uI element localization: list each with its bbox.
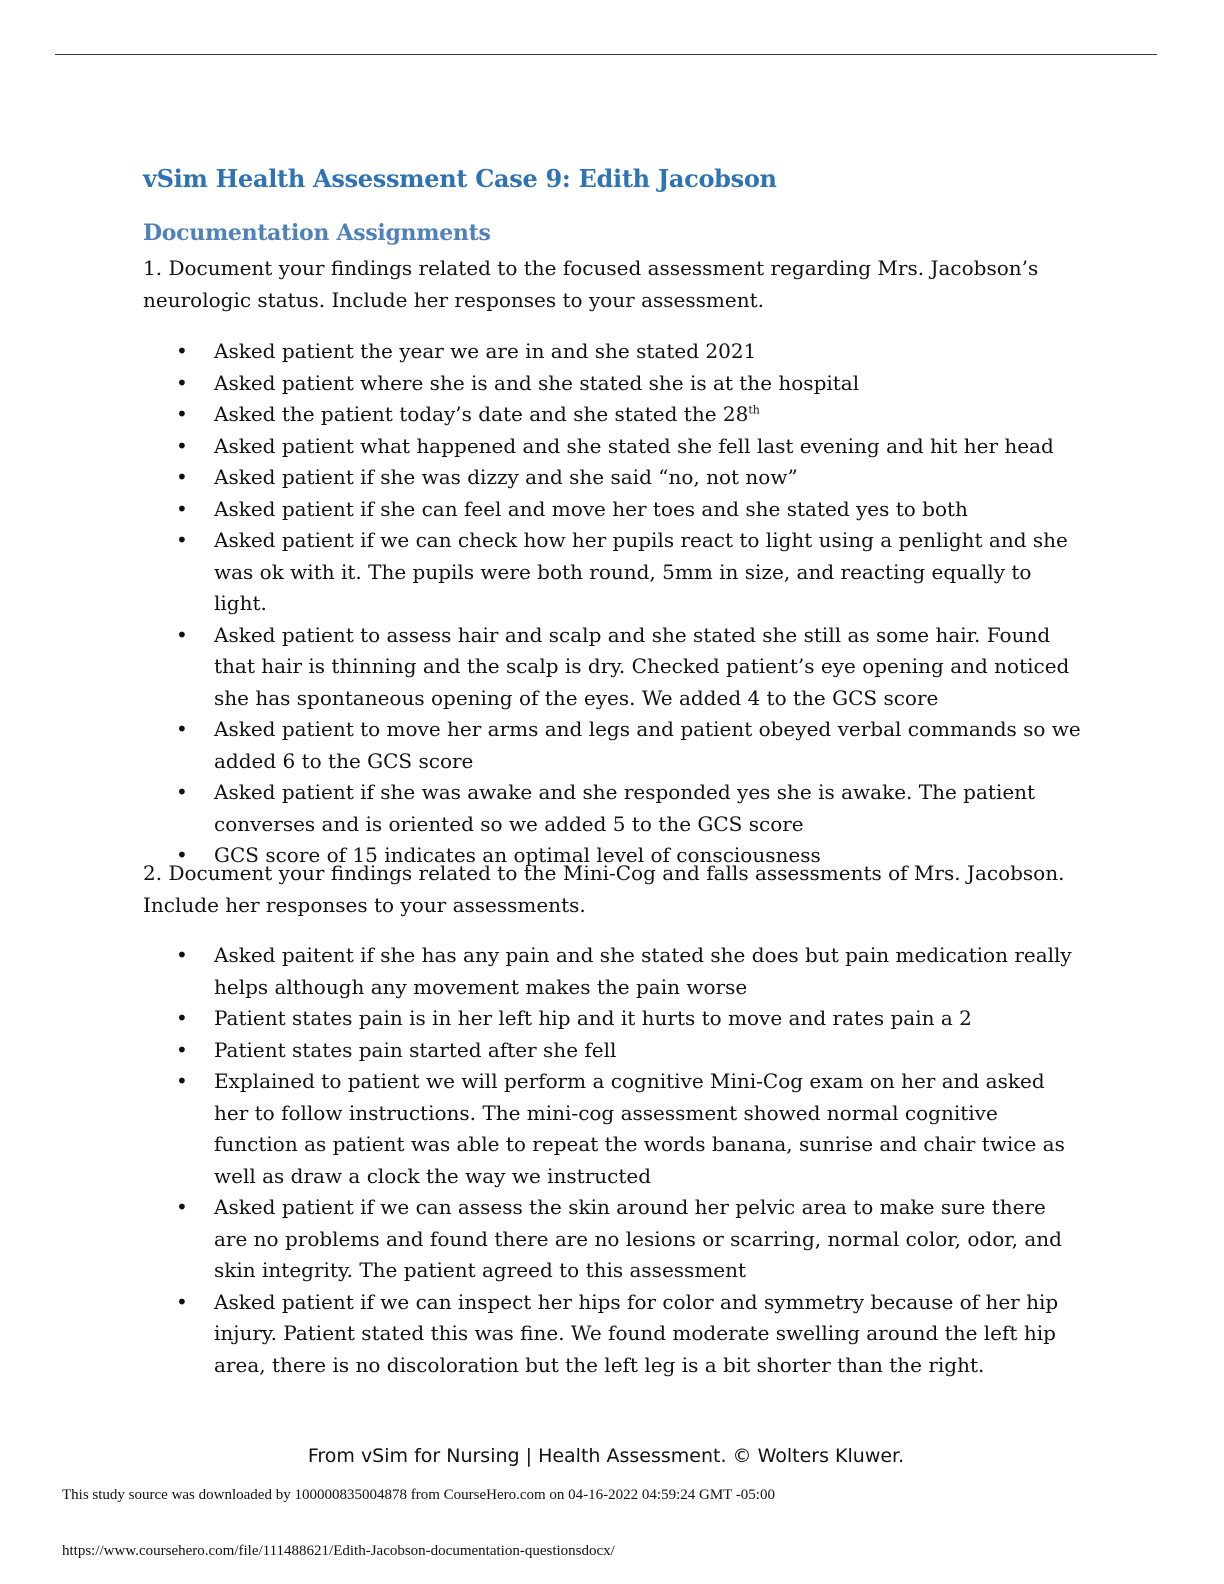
question-1-findings-list <box>143 336 1083 872</box>
list-item: • Asked patient if we can assess the skin around her pelvic area to make sure there are no problems and found there are no lesions or scarring, normal color, odor, and skin integrity. The patient agreed to this assessment <box>143 1192 1083 1287</box>
header-rule <box>55 54 1157 55</box>
list-item: • Asked patient the year we are in and she stated 2021 <box>143 336 1083 368</box>
list-item <box>143 399 1083 431</box>
question-2-findings-list <box>143 940 1083 1381</box>
list-item: • Explained to patient we will perform a cognitive Mini-Cog exam on her and asked her to follow instructions. The mini-cog assessment showed normal cognitive function as patient was able to repeat the words banana, sunrise and chair twice as well as draw a clock the way we instructed <box>143 1066 1083 1192</box>
question-2-prompt: 2. Document your findings related to the Mini-Cog and falls assessments of Mrs. Jacobson. Include her responses to your assessments. <box>143 861 1065 917</box>
source-url: https://www.coursehero.com/file/111488621/Edith-Jacobson-documentation-questionsdocx/ <box>62 1543 615 1559</box>
list-item: • Patient states pain started after she fell <box>143 1035 1083 1067</box>
list-item: • Asked patient if she can feel and move her toes and she stated yes to both <box>143 494 1083 526</box>
list-item-text: Asked the patient today’s date and she stated the 28 <box>214 402 749 426</box>
page-footer: From vSim for Nursing | Health Assessment. © Wolters Kluwer. <box>307 1445 905 1467</box>
question-1-prompt: 1. Document your findings related to the focused assessment regarding Mrs. Jacobson’s neurologic status. Include her responses to your assessment. <box>143 256 1039 312</box>
list-item: • Asked patient if we can check how her pupils react to light using a penlight and she was ok with it. The pupils were both round, 5mm in size, and reacting equally to light. <box>143 525 1083 620</box>
date-ordinal-superscript: th <box>748 403 760 417</box>
list-item: • GCS score of 15 indicates an optimal level of consciousness <box>143 840 1083 872</box>
list-item: • Asked paitent if she has any pain and she stated she does but pain medication really helps although any movement makes the pain worse <box>143 940 1083 1003</box>
list-item: • Asked patient to assess hair and scalp and she stated she still as some hair. Found that hair is thinning and the scalp is dry. Checked patient’s eye opening and noticed she has spontaneous opening of the eyes. We added 4 to the GCS score <box>143 620 1083 715</box>
list-item: • Asked patient what happened and she stated she fell last evening and hit her head <box>143 431 1083 463</box>
list-item: • Asked patient if we can inspect her hips for color and symmetry because of her hip injury. Patient stated this was fine. We found moderate swelling around the left hip area, there is no discoloration but the left leg is a bit shorter than the right. <box>143 1287 1083 1382</box>
list-item: • Asked patient if she was dizzy and she said “no, not now” <box>143 462 1083 494</box>
list-item: • Asked patient to move her arms and legs and patient obeyed verbal commands so we added 6 to the GCS score <box>143 714 1083 777</box>
list-item: • Asked patient if she was awake and she responded yes she is awake. The patient converses and is oriented so we added 5 to the GCS score <box>143 777 1083 840</box>
download-source-note: This study source was downloaded by 100000835004878 from CourseHero.com on 04-16-2022 04:59:24 GMT -05:00 <box>62 1487 775 1503</box>
section-heading: Documentation Assignments <box>143 220 491 246</box>
list-item: • Asked patient where she is and she stated she is at the hospital <box>143 368 1083 400</box>
list-item: • Patient states pain is in her left hip and it hurts to move and rates pain a 2 <box>143 1003 1083 1035</box>
page-title: vSim Health Assessment Case 9: Edith Jacobson <box>143 164 777 193</box>
